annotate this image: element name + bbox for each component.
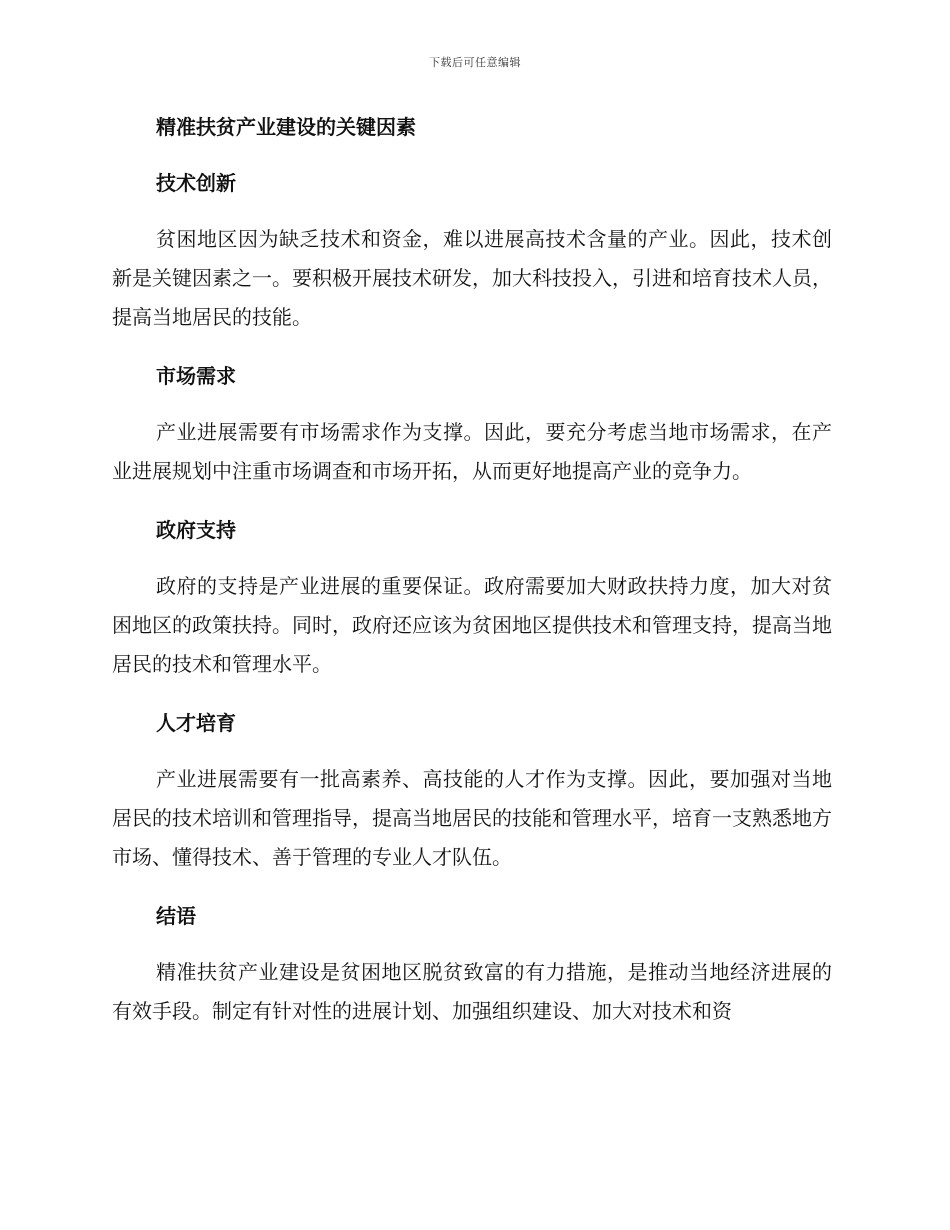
section-paragraph-conclusion: 精准扶贫产业建设是贫困地区脱贫致富的有力措施，是推动当地经济进展的有效手段。制定有针对性的进展计划、加强组织建设、加大对技术和资 [112,960,832,1023]
section-heading-market-demand: 市场需求 [156,364,236,388]
document-body [112,108,832,1051]
section-heading-talent-cultivation: 人才培育 [156,711,236,735]
section-heading-government-support: 政府支持 [156,518,236,542]
section-heading-tech-innovation: 技术创新 [156,171,236,195]
section-paragraph-government-support: 政府的支持是产业进展的重要保证。政府需要加大财政扶持力度，加大对贫困地区的政策扶持。同时，政府还应该为贫困地区提供技术和管理支持，提高当地居民的技术和管理水平。 [112,574,832,676]
page-header: 下载后可任意编辑 [429,56,521,69]
document-title: 精准扶贫产业建设的关键因素 [156,115,416,139]
section-paragraph-talent-cultivation: 产业进展需要有一批高素养、高技能的人才作为支撑。因此，要加强对当地居民的技术培训和管理指导，提高当地居民的技能和管理水平，培育一支熟悉地方市场、懂得技术、善于管理的专业人才队伍。 [112,767,832,869]
section-heading-conclusion: 结语 [156,904,196,928]
section-paragraph-market-demand: 产业进展需要有市场需求作为支撑。因此，要充分考虑当地市场需求，在产业进展规划中注重市场调查和市场开拓，从而更好地提高产业的竞争力。 [112,420,832,483]
section-paragraph-tech-innovation: 贫困地区因为缺乏技术和资金，难以进展高技术含量的产业。因此，技术创新是关键因素之一。要积极开展技术研发，加大科技投入，引进和培育技术人员，提高当地居民的技能。 [112,227,832,329]
